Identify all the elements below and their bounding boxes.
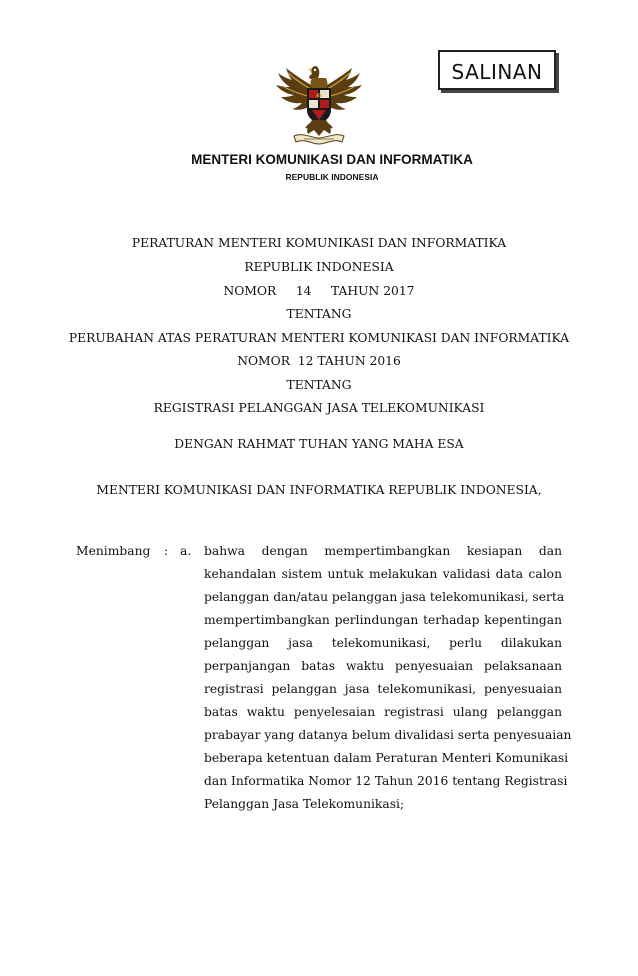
considering-text-line: pelanggan dan/atau pelanggan jasa telekomunikasi, serta <box>204 590 565 604</box>
considering-item-text <box>204 543 572 819</box>
regulation-subject-line: REGISTRASI PELANGGAN JASA TELEKOMUNIKASI <box>153 401 485 415</box>
salinan-stamp: SALINAN <box>438 50 556 90</box>
authority-line: MENTERI KOMUNIKASI DAN INFORMATIKA REPUBLIK INDONESIA, <box>96 483 542 497</box>
regulation-title-line: PERUBAHAN ATAS PERATURAN MENTERI KOMUNIKASI DAN INFORMATIKA <box>68 331 570 345</box>
considering-text-line: beberapa ketentuan dalam Peraturan Menteri Komunikasi <box>204 751 569 765</box>
considering-text-line: batas waktu penyelesaian registrasi ulang pelanggan <box>204 705 562 719</box>
considering-text-line: kehandalan sistem untuk melakukan validasi data calon <box>204 567 562 581</box>
considering-text-line: registrasi pelanggan jasa telekomunikasi, penyesuaian <box>204 682 562 696</box>
ministry-country: REPUBLIK INDONESIA <box>285 172 379 182</box>
considering-text-line: prabayar yang datanya belum divalidasi serta penyesuaian <box>204 728 572 742</box>
considering-colon: : <box>164 544 169 558</box>
regulation-title-line: TENTANG <box>286 378 352 392</box>
invocation-line: DENGAN RAHMAT TUHAN YANG MAHA ESA <box>174 437 464 451</box>
considering-text-line: bahwa dengan mempertimbangkan kesiapan dan <box>204 544 562 558</box>
regulation-title-line: TENTANG <box>286 307 352 321</box>
ministry-title: MENTERI KOMUNIKASI DAN INFORMATIKA <box>191 152 473 167</box>
regulation-title-line: PERATURAN MENTERI KOMUNIKASI DAN INFORMATIKA <box>131 236 507 250</box>
considering-text-line: dan Informatika Nomor 12 Tahun 2016 tentang Registrasi <box>204 774 568 788</box>
considering-text-line: perpanjangan batas waktu penyesuaian pelaksanaan <box>204 659 562 673</box>
considering-label: Menimbang <box>76 544 151 558</box>
regulation-number-line: NOMOR 14 TAHUN 2017 <box>223 284 415 298</box>
considering-item-letter: a. <box>180 544 192 558</box>
considering-text-line: pelanggan jasa telekomunikasi, perlu dilakukan <box>204 636 562 650</box>
garuda-pancasila-emblem-icon <box>272 58 366 148</box>
regulation-title-line: REPUBLIK INDONESIA <box>244 260 394 274</box>
considering-text-line: mempertimbangkan perlindungan terhadap kepentingan <box>204 613 562 627</box>
regulation-number-line: NOMOR 12 TAHUN 2016 <box>237 354 401 368</box>
considering-text-line: Pelanggan Jasa Telekomunikasi; <box>204 797 405 811</box>
